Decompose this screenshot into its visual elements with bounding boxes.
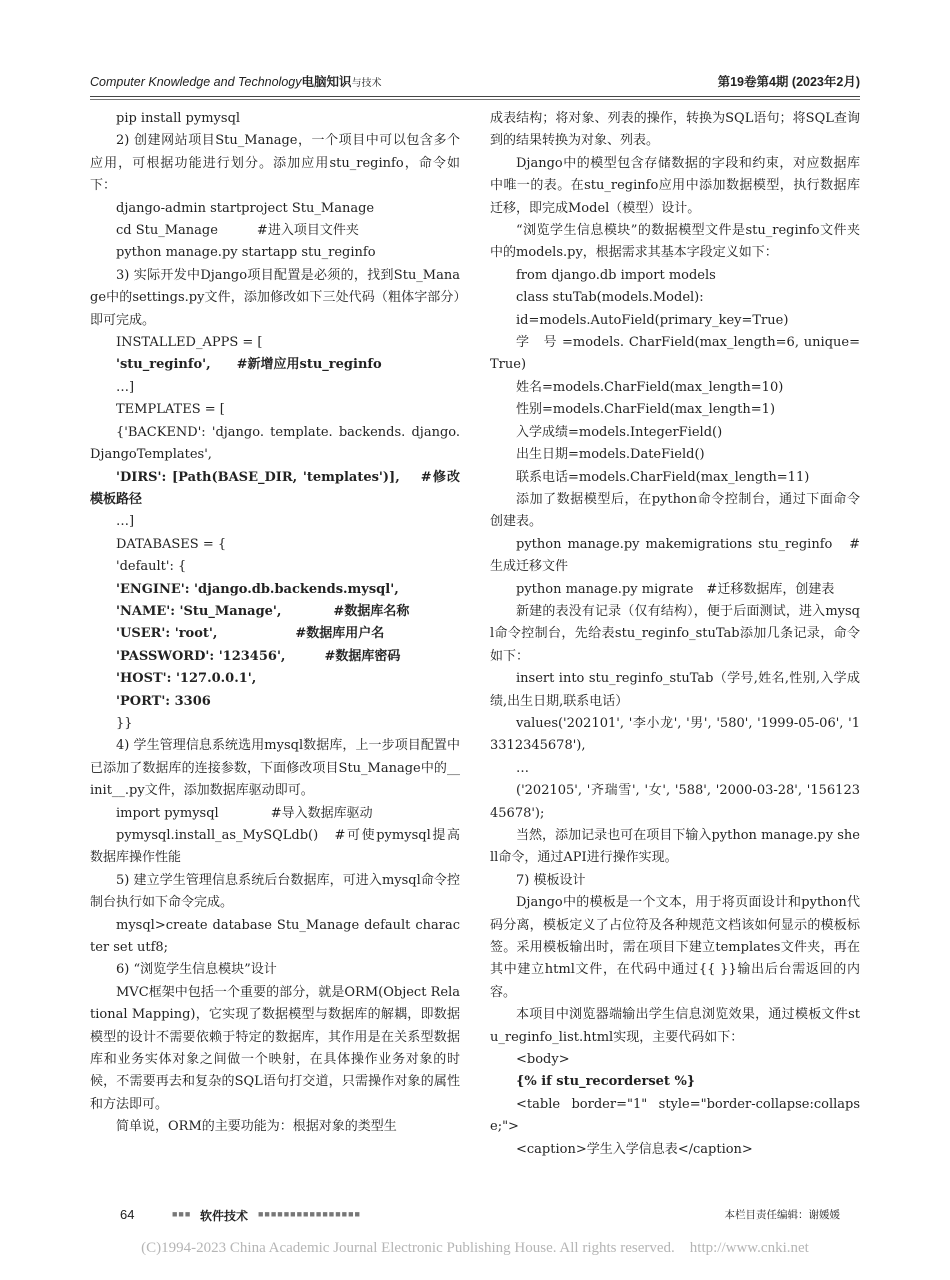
code-line: <table border="1" style="border-collapse:collapse;">: [490, 1096, 860, 1135]
code-line: DATABASES = {: [116, 536, 227, 552]
code-line: …]: [116, 514, 135, 530]
paragraph: 成表结构；将对象、列表的操作，转换为SQL语句；将SQL查询到的结果转换为对象、列表。: [490, 111, 860, 149]
header-rule-thin: [90, 99, 860, 100]
code-line: 姓名=models.CharField(max_length=10): [516, 379, 784, 395]
code-line: 'stu_reginfo', #新增应用stu_reginfo: [116, 357, 382, 373]
paragraph: 2) 创建网站项目Stu_Manage，一个项目中可以包含多个应用，可根据功能进行划分。添加应用stu_reginfo，命令如下：: [90, 133, 460, 194]
code-line: id=models.AutoField(primary_key=True): [516, 312, 789, 328]
right-column: [490, 108, 860, 1161]
code-line: pymysql.install_as_MySQLdb() #可使pymysql提高数据库操作性能: [90, 828, 460, 866]
journal-title-cn: 电脑知识: [301, 75, 352, 89]
paragraph: Django中的模型包含存储数据的字段和约束，对应数据库中唯一的表。在stu_reginfo应用中添加数据模型，执行数据库迁移，即完成Model（模型）设计。: [490, 155, 860, 216]
journal-title-cn-small: 与技术: [351, 78, 382, 89]
header-rule: [90, 96, 860, 97]
code-line: 'DIRS': [Path(BASE_DIR, 'templates')], #修改模板路径: [90, 469, 460, 507]
paragraph: 3) 实际开发中Django项目配置是必须的，找到Stu_Manage中的settings.py文件，添加修改如下三处代码（粗体字部分）即可完成。: [90, 267, 460, 328]
paragraph: 4) 学生管理信息系统选用mysql数据库，上一步项目配置中已添加了数据库的连接参数，下面修改项目Stu_Manage中的__init__.py文件，添加数据库驱动即可。: [90, 738, 460, 799]
code-line: python manage.py makemigrations stu_reginfo #生成迁移文件: [490, 536, 860, 575]
code-line: 'PORT': 3306: [116, 693, 211, 709]
code-line: 'NAME': 'Stu_Manage', #数据库名称: [116, 603, 410, 619]
code-line: 'default': {: [116, 559, 187, 575]
footer-dots-right: ■■■■■■■■■■■■■■■■: [258, 1209, 361, 1219]
code-line: 'USER': 'root', #数据库用户名: [116, 626, 385, 642]
code-line: insert into stu_reginfo_stuTab（学号,姓名,性别,入学成绩,出生日期,联系电话）: [490, 671, 860, 709]
issue-info: 第19卷第4期 (2023年2月): [717, 75, 860, 89]
paragraph: “浏览学生信息模块”的数据模型文件是stu_reginfo文件夹中的models.py，根据需求其基本字段定义如下：: [490, 223, 860, 261]
code-line: mysql>create database Stu_Manage default character set utf8;: [90, 917, 460, 956]
section-name: 软件技术: [200, 1209, 249, 1223]
journal-title: [90, 72, 382, 90]
paragraph: Django中的模板是一个文本，用于将页面设计和python代码分离，模板定义了占位符及各种规范文档该如何显示的模板标签。采用模板输出时，需在项目下建立templates文件夹，再在其中建立html文件，在代码中通过{{ }}输出后台需返回的内容。: [490, 895, 860, 1000]
code-line: 出生日期=models.DateField(): [516, 447, 705, 463]
code-line: 学 号 =models. CharField(max_length=6, unique=True): [490, 335, 860, 373]
code-line: import pymysql #导入数据库驱动: [116, 805, 373, 821]
journal-title-en: Computer Knowledge and Technology: [90, 75, 302, 89]
code-line: 入学成绩=models.IntegerField(): [516, 424, 723, 440]
paragraph: 5) 建立学生管理信息系统后台数据库，可进入mysql命令控制台执行如下命令完成。: [90, 872, 460, 911]
code-line: TEMPLATES = [: [116, 402, 225, 418]
code-line: values('202101', '李小龙', '男', '580', '1999-05-06', '13312345678'),: [490, 715, 860, 754]
code-line: ('202105', '齐瑞雪', '女', '588', '2000-03-28', '15612345678');: [490, 783, 860, 821]
page-footer: [90, 1207, 860, 1227]
paragraph: 简单说，ORM的主要功能为：根据对象的类型生: [116, 1119, 397, 1135]
code-line: {% if stu_recorderset %}: [516, 1074, 696, 1090]
paragraph: 新建的表没有记录（仅有结构），便于后面测试，进入mysql命令控制台，先给表stu_reginfo_stuTab添加几条记录，命令如下：: [490, 603, 860, 664]
code-line: 'ENGINE': 'django.db.backends.mysql',: [116, 581, 399, 597]
code-line: 性别=models.CharField(max_length=1): [516, 402, 776, 418]
code-line: …: [516, 760, 529, 776]
code-line: <caption>学生入学信息表</caption>: [516, 1141, 753, 1157]
code-line: 'HOST': '127.0.0.1',: [116, 671, 257, 687]
page-number: 64: [120, 1207, 135, 1222]
paragraph: 7) 模板设计: [516, 872, 586, 888]
code-line: python manage.py migrate #迁移数据库，创建表: [516, 581, 835, 597]
code-line: …]: [116, 379, 135, 395]
code-line: INSTALLED_APPS = [: [116, 335, 263, 351]
paragraph: 6) “浏览学生信息模块”设计: [116, 962, 277, 978]
paragraph: 本项目中浏览器端输出学生信息浏览效果，通过模板文件stu_reginfo_list.html实现，主要代码如下：: [490, 1007, 860, 1045]
code-line: }}: [116, 715, 133, 731]
code-line: 'PASSWORD': '123456', #数据库密码: [116, 648, 401, 664]
code-line: <body>: [516, 1052, 570, 1068]
code-line: 联系电话=models.CharField(max_length=11): [516, 469, 810, 485]
code-line: class stuTab(models.Model):: [516, 290, 704, 306]
code-line: python manage.py startapp stu_reginfo: [116, 245, 376, 261]
code-line: from django.db import models: [516, 267, 716, 283]
copyright-watermark: (C)1994-2023 China Academic Journal Electronic Publishing House. All rights reserved. http://www.cnki.net: [141, 1240, 809, 1256]
paragraph: MVC框架中包括一个重要的部分，就是ORM(Object Relational Mapping)，它实现了数据模型与数据库的解耦，即数据模型的设计不需要依赖于特定的数据库，其作用是在关系型数据库和业务实体对象之间做一个映射，在具体操作业务对象的时候，不需要再去和复杂的SQL语句打交道，只需操作对象的属性和方法即可。: [90, 984, 460, 1112]
code-line: cd Stu_Manage #进入项目文件夹: [116, 223, 359, 239]
running-header: [90, 72, 860, 92]
code-line: {'BACKEND': 'django. template. backends. django.DjangoTemplates',: [90, 424, 460, 463]
paragraph: 添加了数据模型后，在python命令控制台，通过下面命令创建表。: [490, 491, 860, 530]
code-line: django-admin startproject Stu_Manage: [116, 200, 375, 216]
code-line: pip install pymysql: [116, 111, 241, 126]
left-column: [90, 108, 460, 1139]
column-editor: 本栏目责任编辑：谢媛媛: [724, 1209, 840, 1221]
paragraph: 当然，添加记录也可在项目下输入python manage.py shell命令，通过API进行操作实现。: [490, 828, 860, 866]
footer-dots-left: ■■■: [172, 1209, 192, 1219]
